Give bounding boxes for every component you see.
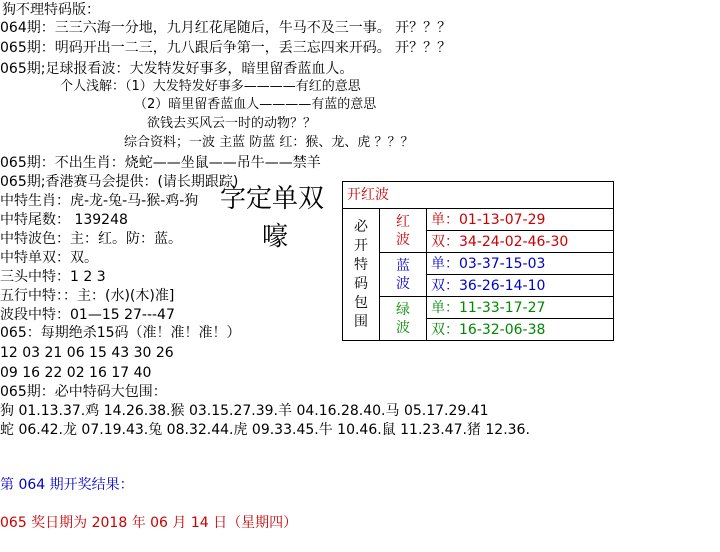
line-question-animal: 欲钱去买风云一时的动物？？ [147, 116, 317, 131]
line-football-tip: 065期;足球报看波：大发特发好事多，暗里留香蓝血人。 [0, 61, 354, 77]
line-horse-club: 065期;香港赛马会提供：(请长期跟踪) [0, 174, 239, 190]
line-wave-color: 中特波色：主：红。防：蓝。 [0, 231, 182, 247]
wave-red-even: 双：34-24-02-46-30 [427, 231, 614, 253]
wave-table-vertical-label: 必开特码包围 [343, 209, 380, 341]
wave-red-odd: 单：01-13-07-29 [427, 209, 614, 231]
overlay-text-2: 嚎 [262, 222, 289, 252]
wave-green-even: 双：16-32-06-38 [427, 319, 614, 341]
line-kill-15: 065：每期绝杀15码（准！准！准！） [0, 325, 241, 341]
line-surround-title: 065期：必中特码大包围： [0, 384, 167, 400]
line-odd-even: 中特单双：双。 [0, 250, 98, 266]
line-kill-numbers-2: 09 16 22 02 16 17 40 [0, 365, 152, 381]
line-064-riddle: 064期：三三六海一分地，九月红花尾随后，牛马不及三一事。 开？？？ [0, 20, 452, 36]
wave-table [342, 181, 614, 341]
wave-green-odd: 单：11-33-17-27 [427, 297, 614, 319]
line-kill-numbers-1: 12 03 21 06 15 43 30 26 [0, 345, 174, 361]
result-label: 第 064 期开奖结果： [0, 477, 134, 493]
line-personal-explain-1: 个人浅解：（1）大发特发好事多————有红的意思 [60, 79, 361, 94]
line-excluded-zodiac: 065期：不出生肖：烧蛇——坐鼠——吊牛——禁羊 [0, 155, 321, 171]
line-tail-numbers: 中特尾数： 139248 [0, 212, 128, 228]
line-five-elements: 五行中特：：主：(水)(木)准] [0, 288, 175, 304]
wave-name-blue: 蓝波 [380, 253, 427, 297]
wave-name-green: 绿波 [380, 297, 427, 341]
line-band-range: 波段中特：01—15 27---47 [0, 307, 175, 323]
line-combined-data: 综合资料；一波 主蓝 防蓝 红：猴、龙、虎 ？？？ [124, 135, 414, 150]
line-zodiac-pick: 中特生肖：虎-龙-兔-马-猴-鸡-狗 [0, 193, 199, 209]
line-surround-2: 蛇 06.42.龙 07.19.43.兔 08.32.44.虎 09.33.45.牛 10.46.鼠 11.23.47.猪 12.36. [0, 422, 530, 438]
page-header: 狗不理特码版： [2, 2, 100, 18]
draw-date: 065 奖日期为 2018 年 06 月 14 日（星期四） [0, 515, 298, 531]
overlay-text-1: 字定单双 [220, 184, 325, 214]
line-065-riddle: 065期：明码开出一二三，九八跟后争第一，丢三忘四来开码。 开？？？ [0, 40, 452, 56]
line-surround-1: 狗 01.13.37.鸡 14.26.38.猴 03.15.27.39.羊 04.16.28.40.马 05.17.29.41 [0, 403, 489, 419]
line-three-heads: 三头中特：1 2 3 [0, 269, 106, 285]
wave-blue-odd: 单：03-37-15-03 [427, 253, 614, 275]
line-personal-explain-2: （2）暗里留香蓝血人————有蓝的意思 [134, 97, 377, 112]
wave-table-title: 开红波 [343, 182, 614, 209]
wave-blue-even: 双：36-26-14-10 [427, 275, 614, 297]
wave-name-red: 红波 [380, 209, 427, 253]
